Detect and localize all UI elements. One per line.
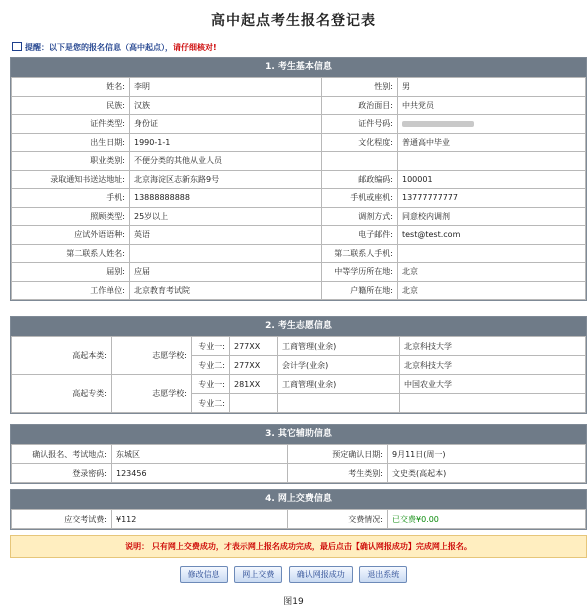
wish-info-header: 2. 考生志愿信息 (11, 317, 586, 336)
field-label: 民族: (12, 96, 130, 115)
field-label: 照顾类型: (12, 207, 130, 226)
table-row (12, 170, 586, 189)
field-label: 性别: (322, 78, 398, 97)
pay-info-table (11, 509, 586, 529)
table-row (12, 464, 586, 483)
major-label: 专业一: (192, 337, 230, 356)
field-label: 预定确认日期: (288, 445, 388, 464)
field-label: 户籍所在地: (322, 281, 398, 300)
field-value: 北京海淀区志新东路9号 (130, 170, 322, 189)
field-value (398, 152, 586, 171)
table-row (12, 226, 586, 245)
field-value: 身份证 (130, 115, 322, 134)
field-label: 出生日期: (12, 133, 130, 152)
field-value: 13888888888 (130, 189, 322, 208)
table-row (12, 263, 586, 282)
major-label: 专业二: (192, 394, 230, 413)
field-value: 北京教育考试院 (130, 281, 322, 300)
table-row (12, 152, 586, 171)
field-value (398, 115, 586, 134)
table-row (12, 337, 586, 356)
field-label: 文化程度: (322, 133, 398, 152)
major-code: 277XX (230, 337, 278, 356)
figure-caption: 图19 (283, 597, 304, 607)
field-value: 不便分类的其他从业人员 (130, 152, 322, 171)
pay-status-label: 交费情况: (288, 510, 388, 529)
field-label: 确认报名、考试地点: (12, 445, 112, 464)
field-value: 9月11日(周一) (388, 445, 586, 464)
redacted-id-number (402, 121, 474, 127)
field-value: 北京 (398, 263, 586, 282)
modify-info-button[interactable]: 修改信息 (180, 566, 228, 583)
fee-value: ¥112 (112, 510, 288, 529)
note-icon (12, 42, 22, 51)
field-label: 手机或座机: (322, 189, 398, 208)
table-row (12, 375, 586, 394)
field-value: 李明 (130, 78, 322, 97)
wish-info-table (11, 336, 586, 413)
table-row (12, 445, 586, 464)
table-row (12, 281, 586, 300)
wish-info-section (10, 316, 587, 414)
field-label: 工作单位: (12, 281, 130, 300)
field-value (130, 244, 322, 263)
field-label: 中等学历所在地: (322, 263, 398, 282)
other-info-table (11, 444, 586, 483)
table-row (12, 207, 586, 226)
field-value: 男 (398, 78, 586, 97)
field-value: 应届 (130, 263, 322, 282)
page-title: 高中起点考生报名登记表 (211, 13, 376, 29)
table-row (12, 189, 586, 208)
field-label: 姓名: (12, 78, 130, 97)
school-name: 北京科技大学 (400, 356, 586, 375)
table-row (12, 133, 586, 152)
field-label: 电子邮件: (322, 226, 398, 245)
field-value: 中共党员 (398, 96, 586, 115)
action-buttons (0, 566, 587, 583)
field-label (322, 152, 398, 171)
fee-label: 应交考试费: (12, 510, 112, 529)
table-row (12, 96, 586, 115)
logout-button[interactable]: 退出系统 (359, 566, 407, 583)
field-label: 邮政编码: (322, 170, 398, 189)
notice-prefix: 提醒： (25, 43, 49, 52)
notice-text: 以下是您的报名信息（高中起点）， (49, 43, 173, 52)
field-value: 1990-1-1 (130, 133, 322, 152)
major-name (278, 394, 400, 413)
field-value: 13777777777 (398, 189, 586, 208)
field-value: 123456 (112, 464, 288, 483)
field-value: 北京 (398, 281, 586, 300)
basic-info-table (11, 77, 586, 300)
field-value: 同意校内调剂 (398, 207, 586, 226)
pay-info-section (10, 489, 587, 530)
field-label: 调剂方式: (322, 207, 398, 226)
basic-info-header: 1. 考生基本信息 (11, 58, 586, 77)
major-label: 专业二: (192, 356, 230, 375)
table-row (12, 115, 586, 134)
online-pay-button[interactable]: 网上交费 (234, 566, 282, 583)
field-label: 应试外语语种: (12, 226, 130, 245)
notice-warn: 请仔细核对! (173, 43, 217, 52)
instruction-note: 说明： 只有网上交费成功，才表示网上报名成功完成，最后点击【确认网报成功】完成网上报名。 (10, 535, 587, 558)
field-label: 证件号码: (322, 115, 398, 134)
field-value: 普通高中毕业 (398, 133, 586, 152)
field-label: 第二联系人姓名: (12, 244, 130, 263)
field-value: 汉族 (130, 96, 322, 115)
field-value: 25岁以上 (130, 207, 322, 226)
major-name: 工商管理(业余) (278, 375, 400, 394)
field-value: test@test.com (398, 226, 586, 245)
school-name (400, 394, 586, 413)
field-label: 登录密码: (12, 464, 112, 483)
field-value: 英语 (130, 226, 322, 245)
field-value: 文史类(高起本) (388, 464, 586, 483)
confirm-registration-button[interactable]: 确认网报成功 (289, 566, 353, 583)
field-label: 手机: (12, 189, 130, 208)
major-code: 281XX (230, 375, 278, 394)
other-info-header: 3. 其它辅助信息 (11, 425, 586, 444)
pay-status-value: 已交费¥0.00 (388, 510, 586, 529)
major-code (230, 394, 278, 413)
other-info-section (10, 424, 587, 484)
table-row (12, 510, 586, 529)
major-name: 工商管理(业余) (278, 337, 400, 356)
school-name: 北京科技大学 (400, 337, 586, 356)
major-code: 277XX (230, 356, 278, 375)
field-value (398, 244, 586, 263)
wish-level-label: 高起本类: (12, 337, 112, 375)
field-label: 录取通知书送达地址: (12, 170, 130, 189)
field-label: 职业类别: (12, 152, 130, 171)
field-label: 证件类型: (12, 115, 130, 134)
reminder-notice (12, 42, 217, 53)
field-label: 第二联系人手机: (322, 244, 398, 263)
major-name: 会计学(业余) (278, 356, 400, 375)
field-label: 届别: (12, 263, 130, 282)
wish-level-label: 高起专类: (12, 375, 112, 413)
table-row (12, 244, 586, 263)
field-value: 东城区 (112, 445, 288, 464)
school-name: 中国农业大学 (400, 375, 586, 394)
field-label: 政治面目: (322, 96, 398, 115)
major-label: 专业一: (192, 375, 230, 394)
pay-info-header: 4. 网上交费信息 (11, 490, 586, 509)
field-label: 考生类别: (288, 464, 388, 483)
table-row (12, 78, 586, 97)
school-label: 志愿学校: (112, 375, 192, 413)
field-value: 100001 (398, 170, 586, 189)
basic-info-section (10, 57, 587, 301)
school-label: 志愿学校: (112, 337, 192, 375)
